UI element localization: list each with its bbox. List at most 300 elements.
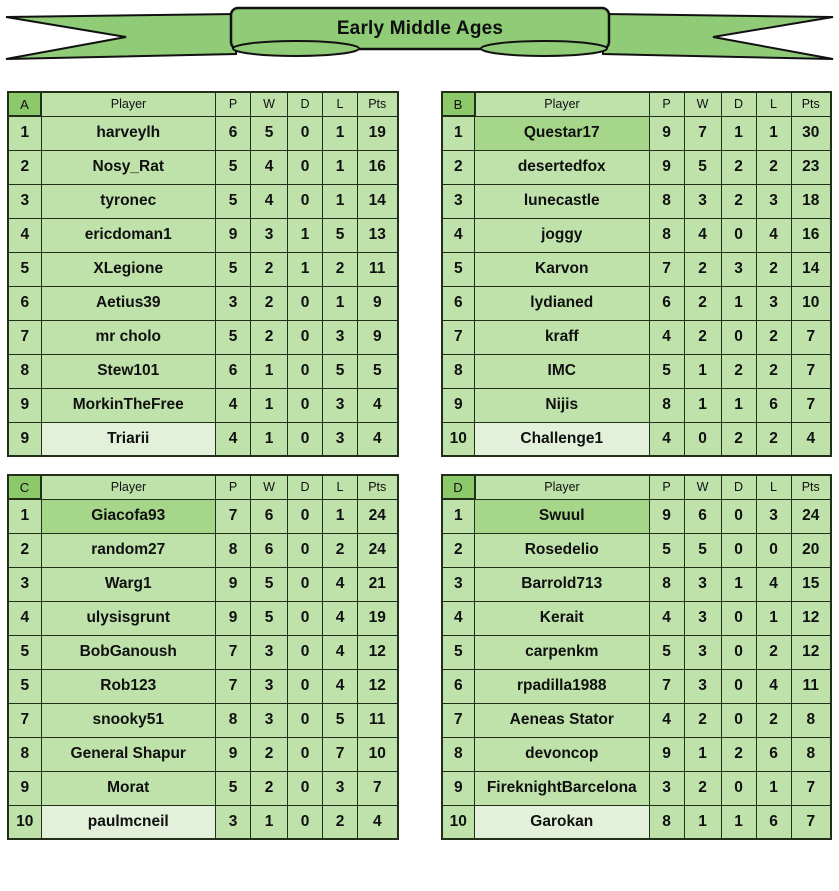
stat-cell-p: 8: [216, 533, 251, 567]
stat-cell-l: 4: [323, 601, 358, 635]
rank-cell: 8: [442, 737, 475, 771]
rank-cell: 7: [442, 320, 475, 354]
table-row: [442, 354, 832, 388]
stat-cell-pts: 7: [791, 805, 831, 839]
rank-cell: 2: [8, 150, 41, 184]
table-row: [8, 533, 398, 567]
stat-cell-w: 3: [684, 669, 721, 703]
rank-cell: 3: [8, 567, 41, 601]
stat-cell-w: 2: [684, 771, 721, 805]
column-header-pts: Pts: [791, 475, 831, 499]
stat-cell-pts: 11: [791, 669, 831, 703]
group-table-a: [7, 91, 399, 457]
stat-cell-w: 3: [251, 635, 288, 669]
header-row: [8, 475, 398, 499]
stat-cell-pts: 13: [358, 218, 398, 252]
rank-cell: 3: [8, 184, 41, 218]
ribbon-right-tail: [603, 14, 833, 59]
table-row: [442, 388, 832, 422]
player-cell: Kerait: [475, 601, 650, 635]
column-header-pts: Pts: [358, 92, 398, 116]
stat-cell-w: 1: [684, 354, 721, 388]
player-cell: Challenge1: [475, 422, 650, 456]
stat-cell-p: 7: [649, 669, 684, 703]
table-row: [8, 184, 398, 218]
table-row: [442, 286, 832, 320]
stat-cell-p: 5: [216, 184, 251, 218]
stat-cell-l: 4: [323, 635, 358, 669]
stat-cell-l: 2: [756, 252, 791, 286]
stat-cell-d: 1: [721, 116, 756, 150]
rank-cell: 2: [8, 533, 41, 567]
stat-cell-l: 6: [756, 388, 791, 422]
stat-cell-d: 2: [721, 354, 756, 388]
stat-cell-d: 1: [721, 286, 756, 320]
player-cell: Morat: [41, 771, 216, 805]
table-row: [442, 116, 832, 150]
table-row: [442, 635, 832, 669]
table-row: [8, 116, 398, 150]
stat-cell-d: 0: [288, 388, 323, 422]
table-row: [442, 422, 832, 456]
stat-cell-p: 9: [216, 601, 251, 635]
player-cell: Garokan: [475, 805, 650, 839]
player-cell: kraff: [475, 320, 650, 354]
table-row: [8, 567, 398, 601]
stat-cell-p: 4: [649, 422, 684, 456]
stat-cell-pts: 4: [358, 422, 398, 456]
rank-cell: 5: [8, 252, 41, 286]
stat-cell-w: 5: [251, 116, 288, 150]
player-cell: Aetius39: [41, 286, 216, 320]
stat-cell-l: 5: [323, 354, 358, 388]
rank-cell: 10: [8, 805, 41, 839]
stat-cell-pts: 21: [358, 567, 398, 601]
rank-cell: 9: [8, 388, 41, 422]
stat-cell-p: 4: [216, 422, 251, 456]
stat-cell-d: 1: [288, 252, 323, 286]
stat-cell-p: 8: [649, 805, 684, 839]
stat-cell-l: 2: [756, 635, 791, 669]
stat-cell-pts: 7: [791, 388, 831, 422]
rank-cell: 9: [442, 771, 475, 805]
column-header-p: P: [216, 475, 251, 499]
stat-cell-pts: 20: [791, 533, 831, 567]
stat-cell-l: 2: [323, 533, 358, 567]
player-cell: XLegione: [41, 252, 216, 286]
stat-cell-d: 0: [288, 805, 323, 839]
table-row: [8, 422, 398, 456]
player-cell: Questar17: [475, 116, 650, 150]
stat-cell-l: 5: [323, 703, 358, 737]
stat-cell-pts: 9: [358, 320, 398, 354]
rank-cell: 5: [442, 635, 475, 669]
table-row: [8, 150, 398, 184]
stat-cell-p: 5: [216, 320, 251, 354]
stat-cell-p: 8: [649, 184, 684, 218]
stat-cell-pts: 30: [791, 116, 831, 150]
player-cell: paulmcneil: [41, 805, 216, 839]
table-row: [442, 252, 832, 286]
stat-cell-d: 0: [288, 150, 323, 184]
stat-cell-l: 3: [323, 422, 358, 456]
stat-cell-w: 3: [251, 669, 288, 703]
stat-cell-l: 3: [323, 320, 358, 354]
column-header-player: Player: [475, 92, 650, 116]
table-row: [8, 737, 398, 771]
player-cell: harveylh: [41, 116, 216, 150]
table-row: [442, 320, 832, 354]
player-cell: carpenkm: [475, 635, 650, 669]
table-row: [442, 601, 832, 635]
rank-cell: 4: [442, 218, 475, 252]
stat-cell-pts: 12: [791, 601, 831, 635]
rank-cell: 10: [442, 805, 475, 839]
stat-cell-l: 1: [756, 116, 791, 150]
player-cell: General Shapur: [41, 737, 216, 771]
rank-cell: 4: [442, 601, 475, 635]
stat-cell-p: 9: [216, 218, 251, 252]
stat-cell-l: 2: [756, 354, 791, 388]
stat-cell-d: 2: [721, 150, 756, 184]
table-row: [442, 737, 832, 771]
stat-cell-p: 8: [649, 567, 684, 601]
stat-cell-w: 2: [684, 703, 721, 737]
group-letter-cell: A: [8, 92, 41, 116]
rank-cell: 8: [8, 354, 41, 388]
stat-cell-l: 6: [756, 805, 791, 839]
stat-cell-d: 0: [288, 499, 323, 533]
stat-cell-w: 3: [684, 635, 721, 669]
stat-cell-pts: 7: [791, 771, 831, 805]
player-cell: lunecastle: [475, 184, 650, 218]
stat-cell-pts: 14: [358, 184, 398, 218]
stat-cell-d: 2: [721, 184, 756, 218]
stat-cell-p: 3: [216, 805, 251, 839]
stat-cell-w: 6: [684, 499, 721, 533]
stat-cell-w: 5: [684, 150, 721, 184]
column-header-l: L: [323, 92, 358, 116]
stat-cell-w: 3: [684, 184, 721, 218]
column-header-w: W: [684, 475, 721, 499]
stat-cell-pts: 24: [358, 533, 398, 567]
stat-cell-l: 4: [323, 669, 358, 703]
stat-cell-d: 0: [288, 286, 323, 320]
stat-cell-d: 0: [721, 771, 756, 805]
stat-cell-l: 1: [323, 150, 358, 184]
stat-cell-pts: 23: [791, 150, 831, 184]
stat-cell-pts: 15: [791, 567, 831, 601]
stat-cell-l: 5: [323, 218, 358, 252]
stat-cell-p: 5: [216, 771, 251, 805]
table-row: [8, 601, 398, 635]
header-row: [442, 475, 832, 499]
stat-cell-w: 4: [251, 184, 288, 218]
stat-cell-w: 0: [684, 422, 721, 456]
player-cell: Giacofa93: [41, 499, 216, 533]
stat-cell-pts: 14: [791, 252, 831, 286]
stat-cell-pts: 16: [791, 218, 831, 252]
stat-cell-d: 0: [288, 567, 323, 601]
stat-cell-d: 1: [721, 388, 756, 422]
group-table-b: [441, 91, 833, 457]
stat-cell-w: 1: [251, 805, 288, 839]
stat-cell-d: 0: [721, 669, 756, 703]
group-letter-cell: D: [442, 475, 475, 499]
stat-cell-l: 1: [323, 499, 358, 533]
stat-cell-p: 6: [216, 354, 251, 388]
player-cell: BobGanoush: [41, 635, 216, 669]
stat-cell-pts: 12: [791, 635, 831, 669]
player-cell: ulysisgrunt: [41, 601, 216, 635]
player-cell: Rosedelio: [475, 533, 650, 567]
player-cell: Warg1: [41, 567, 216, 601]
stat-cell-d: 0: [288, 422, 323, 456]
group-table-d: [441, 474, 833, 840]
stat-cell-l: 2: [323, 252, 358, 286]
player-cell: snooky51: [41, 703, 216, 737]
column-header-p: P: [649, 475, 684, 499]
stat-cell-p: 9: [216, 567, 251, 601]
stat-cell-l: 3: [323, 388, 358, 422]
stat-cell-l: 2: [756, 150, 791, 184]
stat-cell-pts: 4: [358, 388, 398, 422]
stat-cell-p: 9: [649, 499, 684, 533]
stat-cell-pts: 7: [358, 771, 398, 805]
column-header-l: L: [756, 92, 791, 116]
rank-cell: 9: [442, 388, 475, 422]
stat-cell-l: 2: [323, 805, 358, 839]
page: [0, 2, 839, 891]
stat-cell-p: 4: [649, 320, 684, 354]
stat-cell-w: 1: [251, 388, 288, 422]
stat-cell-pts: 7: [791, 354, 831, 388]
rank-cell: 2: [442, 533, 475, 567]
table-row: [442, 567, 832, 601]
player-cell: Aeneas Stator: [475, 703, 650, 737]
stat-cell-p: 7: [216, 669, 251, 703]
stat-cell-w: 3: [251, 218, 288, 252]
stat-cell-w: 3: [684, 601, 721, 635]
stat-cell-w: 1: [684, 388, 721, 422]
stat-cell-l: 1: [323, 184, 358, 218]
stat-cell-d: 0: [288, 533, 323, 567]
stat-cell-d: 0: [721, 635, 756, 669]
table-row: [442, 771, 832, 805]
stat-cell-w: 1: [251, 422, 288, 456]
stat-cell-w: 5: [684, 533, 721, 567]
column-header-d: D: [721, 475, 756, 499]
stat-cell-p: 7: [649, 252, 684, 286]
table-row: [442, 218, 832, 252]
stat-cell-pts: 7: [791, 320, 831, 354]
column-header-p: P: [649, 92, 684, 116]
table-row: [8, 499, 398, 533]
stat-cell-d: 0: [288, 354, 323, 388]
stat-cell-p: 8: [216, 703, 251, 737]
player-cell: tyronec: [41, 184, 216, 218]
stat-cell-w: 2: [251, 737, 288, 771]
rank-cell: 5: [8, 669, 41, 703]
stat-cell-p: 3: [216, 286, 251, 320]
stat-cell-pts: 10: [358, 737, 398, 771]
stat-cell-p: 9: [649, 150, 684, 184]
player-cell: Swuul: [475, 499, 650, 533]
stat-cell-pts: 16: [358, 150, 398, 184]
rank-cell: 7: [8, 320, 41, 354]
stat-cell-d: 2: [721, 422, 756, 456]
stat-cell-w: 2: [684, 252, 721, 286]
stat-cell-l: 1: [323, 286, 358, 320]
rank-cell: 9: [8, 771, 41, 805]
rank-cell: 2: [442, 150, 475, 184]
table-row: [442, 805, 832, 839]
player-cell: devoncop: [475, 737, 650, 771]
table-row: [442, 150, 832, 184]
player-cell: joggy: [475, 218, 650, 252]
player-cell: Nijis: [475, 388, 650, 422]
stat-cell-w: 3: [684, 567, 721, 601]
table-row: [8, 388, 398, 422]
rank-cell: 10: [442, 422, 475, 456]
stat-cell-p: 5: [649, 635, 684, 669]
stat-cell-l: 3: [323, 771, 358, 805]
table-row: [8, 805, 398, 839]
stat-cell-d: 0: [288, 635, 323, 669]
stat-cell-l: 7: [323, 737, 358, 771]
column-header-pts: Pts: [358, 475, 398, 499]
table-row: [8, 218, 398, 252]
group-letter-cell: C: [8, 475, 41, 499]
stat-cell-l: 3: [756, 286, 791, 320]
column-header-p: P: [216, 92, 251, 116]
stat-cell-l: 6: [756, 737, 791, 771]
player-cell: ericdoman1: [41, 218, 216, 252]
rank-cell: 9: [8, 422, 41, 456]
stat-cell-w: 4: [684, 218, 721, 252]
header-row: [442, 92, 832, 116]
player-cell: FireknightBarcelona: [475, 771, 650, 805]
rank-cell: 7: [442, 703, 475, 737]
stat-cell-p: 8: [649, 218, 684, 252]
stat-cell-pts: 24: [358, 499, 398, 533]
stat-cell-l: 4: [323, 567, 358, 601]
rank-cell: 1: [8, 499, 41, 533]
column-header-player: Player: [41, 92, 216, 116]
table-row: [442, 184, 832, 218]
stat-cell-pts: 18: [791, 184, 831, 218]
column-header-player: Player: [475, 475, 650, 499]
stat-cell-d: 0: [288, 184, 323, 218]
stat-cell-l: 0: [756, 533, 791, 567]
stat-cell-l: 1: [323, 116, 358, 150]
rank-cell: 8: [8, 737, 41, 771]
table-row: [8, 252, 398, 286]
stat-cell-l: 4: [756, 669, 791, 703]
stat-cell-d: 0: [288, 737, 323, 771]
table-row: [8, 771, 398, 805]
stat-cell-w: 2: [251, 320, 288, 354]
group-letter-cell: B: [442, 92, 475, 116]
ribbon-left-tail: [6, 14, 236, 59]
stat-cell-p: 4: [649, 601, 684, 635]
stat-cell-l: 3: [756, 184, 791, 218]
table-row: [442, 703, 832, 737]
stat-cell-d: 0: [288, 320, 323, 354]
stat-cell-d: 2: [721, 737, 756, 771]
stat-cell-p: 5: [649, 533, 684, 567]
stat-cell-p: 3: [649, 771, 684, 805]
table-row: [442, 499, 832, 533]
player-cell: Barrold713: [475, 567, 650, 601]
player-cell: Rob123: [41, 669, 216, 703]
stat-cell-p: 5: [216, 252, 251, 286]
stat-cell-w: 5: [251, 567, 288, 601]
stat-cell-pts: 8: [791, 703, 831, 737]
table-row: [442, 533, 832, 567]
player-cell: Triarii: [41, 422, 216, 456]
stat-cell-d: 1: [721, 805, 756, 839]
rank-cell: 6: [442, 286, 475, 320]
column-header-d: D: [288, 475, 323, 499]
stat-cell-w: 2: [251, 286, 288, 320]
stat-cell-l: 3: [756, 499, 791, 533]
rank-cell: 1: [442, 499, 475, 533]
stat-cell-p: 8: [649, 388, 684, 422]
stat-cell-w: 2: [684, 320, 721, 354]
stat-cell-p: 9: [216, 737, 251, 771]
stat-cell-d: 0: [288, 703, 323, 737]
stat-cell-pts: 11: [358, 703, 398, 737]
stat-cell-p: 6: [649, 286, 684, 320]
stat-cell-l: 1: [756, 601, 791, 635]
column-header-d: D: [721, 92, 756, 116]
player-cell: lydianed: [475, 286, 650, 320]
stat-cell-pts: 8: [791, 737, 831, 771]
table-row: [8, 354, 398, 388]
stat-cell-l: 2: [756, 703, 791, 737]
stat-cell-pts: 4: [791, 422, 831, 456]
stat-cell-w: 6: [251, 499, 288, 533]
player-cell: Stew101: [41, 354, 216, 388]
stat-cell-p: 9: [649, 116, 684, 150]
stat-cell-d: 0: [288, 669, 323, 703]
stat-cell-p: 4: [649, 703, 684, 737]
table-row: [442, 669, 832, 703]
player-cell: IMC: [475, 354, 650, 388]
rank-cell: 3: [442, 184, 475, 218]
stat-cell-p: 9: [649, 737, 684, 771]
column-header-w: W: [684, 92, 721, 116]
stat-cell-pts: 10: [791, 286, 831, 320]
player-cell: random27: [41, 533, 216, 567]
stat-cell-w: 7: [684, 116, 721, 150]
player-cell: MorkinTheFree: [41, 388, 216, 422]
table-row: [8, 320, 398, 354]
stat-cell-d: 0: [288, 771, 323, 805]
rank-cell: 8: [442, 354, 475, 388]
stat-cell-l: 4: [756, 567, 791, 601]
stat-cell-d: 3: [721, 252, 756, 286]
group-table-c: [7, 474, 399, 840]
stat-cell-w: 4: [251, 150, 288, 184]
stat-cell-d: 0: [288, 601, 323, 635]
stat-cell-w: 5: [251, 601, 288, 635]
stat-cell-p: 4: [216, 388, 251, 422]
table-row: [8, 635, 398, 669]
header-row: [8, 92, 398, 116]
stat-cell-d: 0: [721, 601, 756, 635]
